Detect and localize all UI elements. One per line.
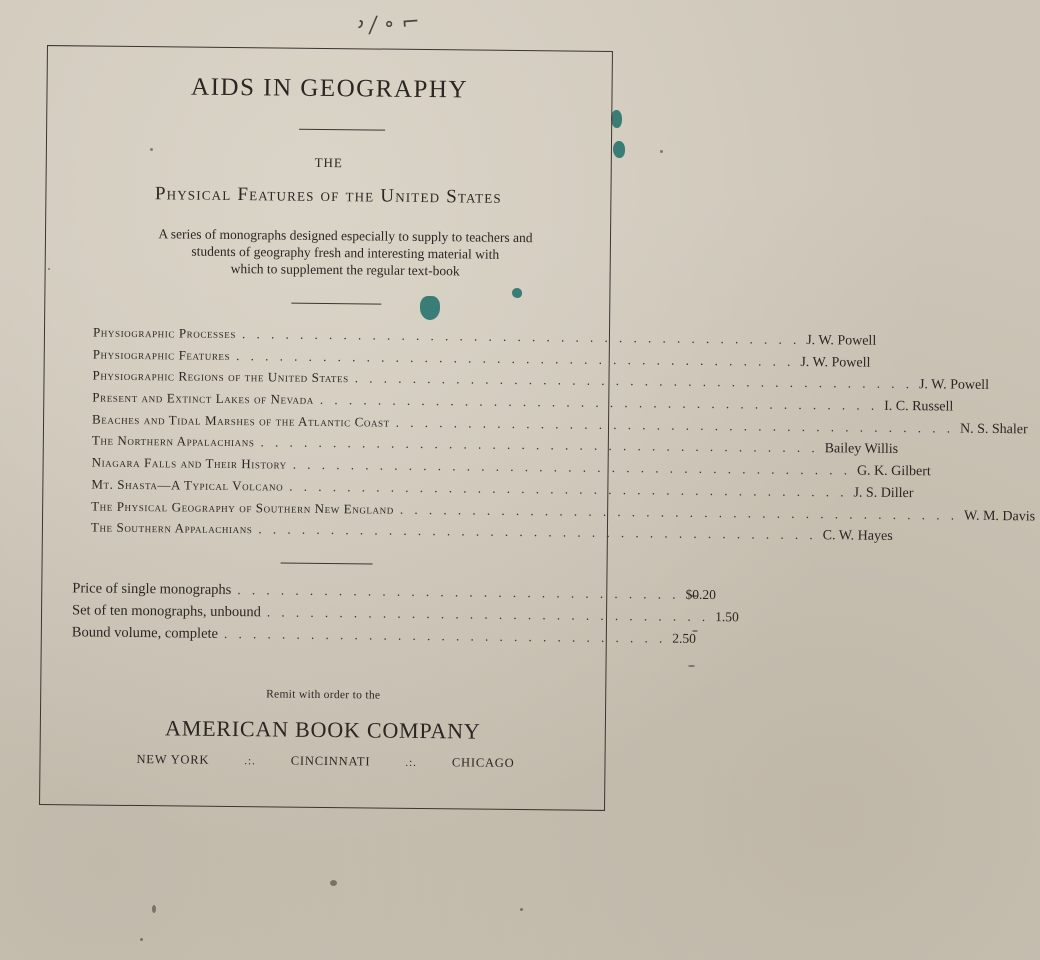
divider — [281, 563, 373, 565]
paper-speck — [688, 665, 695, 667]
monograph-title: Present and Extinct Lakes of Nevada — [92, 389, 314, 407]
price-label: Price of single monographs — [72, 580, 232, 599]
publisher-name: AMERICAN BOOK COMPANY — [164, 715, 481, 744]
leader-dots: . . . . . . . . . . . . . . . . . . . . . . . . . . . . . . . . . . . . . . . — [354, 370, 914, 392]
paper-speck — [330, 880, 337, 886]
description-line: A series of monographs designed especially to supply to teachers and — [158, 226, 533, 246]
paper-speck — [140, 938, 143, 941]
city-separator: .:. — [405, 756, 417, 769]
leader-dots: . . . . . . . . . . . . . . . . . . . . . . . . . . . . . . . . . . . . . . . — [241, 326, 801, 347]
leader-dots: . . . . . . . . . . . . . . . . . . . . . . . . . . . . . . . . . . . . . . . — [399, 501, 959, 523]
ink-stain — [611, 110, 622, 128]
monograph-title: Niagara Falls and Their History — [91, 454, 287, 472]
price-value: 2.50 — [672, 630, 696, 646]
page-title: AIDS IN GEOGRAPHY — [190, 73, 469, 104]
monograph-author: W. M. Davis — [964, 508, 1036, 524]
monograph-title: The Physical Geography of Southern New England — [91, 498, 394, 517]
divider — [299, 129, 385, 131]
monograph-author: J. W. Powell — [800, 354, 871, 371]
monograph-title: Mt. Shasta—A Typical Volcano — [91, 476, 284, 494]
leader-dots: . . . . . . . . . . . . . . . . . . . . . . . . . . . . . . . . . . . . . . . — [395, 414, 955, 436]
price-label: Bound volume, complete — [71, 624, 219, 642]
remit-note: Remit with order to the — [266, 688, 381, 702]
series-title: Physical Features of the United States — [154, 183, 503, 208]
paper-speck — [152, 905, 156, 913]
leader-dots: . . . . . . . . . . . . . . . . . . . . . . . . . . . . . . . . . . . . . . . — [260, 434, 819, 456]
subtitle-prefix: THE — [314, 154, 343, 171]
monograph-author: I. C. Russell — [884, 398, 954, 415]
publisher-cities — [136, 752, 514, 771]
monograph-author: C. W. Hayes — [822, 528, 893, 545]
monograph-author: J. W. Powell — [918, 377, 990, 394]
city: CHICAGO — [451, 755, 515, 770]
price-row — [71, 624, 696, 651]
monograph-author: J. W. Powell — [806, 333, 877, 349]
price-list — [71, 580, 739, 651]
page-border — [39, 45, 1036, 811]
monograph-title: Physiographic Features — [92, 346, 231, 363]
price-label: Set of ten monographs, unbound — [71, 602, 262, 621]
monograph-author: J. S. Diller — [853, 485, 914, 501]
city: CINCINNATI — [290, 753, 371, 769]
list-item — [90, 519, 893, 547]
leader-dots: . . . . . . . . . . . . . . . . . . . . . . . . . . . . . . . . . . . . . . . — [292, 456, 852, 478]
leader-dots: . . . . . . . . . . . . . . . . . . . . . . . . . . . . . . . . . . . . . . . — [319, 391, 879, 413]
monograph-title: The Southern Appalachians — [90, 519, 253, 537]
handwritten-mark: ᠈ ∕ ∘ ⌐ — [354, 9, 421, 40]
ink-stain — [613, 141, 625, 158]
price-value: $0.20 — [685, 586, 717, 603]
leader-dots: . . . . . . . . . . . . . . . . . . . . . . . . . . . . . . . — [223, 625, 667, 646]
leader-dots: . . . . . . . . . . . . . . . . . . . . . . . . . . . . . . . — [266, 604, 710, 625]
monograph-author: Bailey Willis — [824, 441, 899, 458]
paper-speck — [520, 908, 523, 911]
description-line: students of geography fresh and interesting material with — [191, 243, 500, 262]
monograph-title: Physiographic Processes — [92, 324, 237, 342]
monograph-author: N. S. Shaler — [959, 421, 1028, 438]
monograph-author: G. K. Gilbert — [856, 463, 931, 480]
city-separator: .:. — [244, 755, 256, 768]
monograph-title: Beaches and Tidal Marshes of the Atlantic Coast — [92, 411, 390, 430]
divider — [291, 303, 381, 305]
leader-dots: . . . . . . . . . . . . . . . . . . . . . . . . . . . . . . . . . . . . . . . — [236, 347, 795, 369]
leader-dots: . . . . . . . . . . . . . . . . . . . . . . . . . . . . . . . — [237, 582, 680, 602]
paper-speck — [660, 150, 663, 153]
leader-dots: . . . . . . . . . . . . . . . . . . . . . . . . . . . . . . . . . . . . . . . — [258, 521, 817, 543]
monograph-title: The Northern Appalachians — [91, 432, 255, 450]
description-line: which to supplement the regular text-book — [230, 260, 460, 279]
contents-list — [90, 324, 1036, 547]
city: NEW YORK — [136, 752, 210, 767]
monograph-title: Physiographic Regions of the United States — [92, 367, 349, 386]
series-description — [101, 225, 591, 281]
leader-dots: . . . . . . . . . . . . . . . . . . . . . . . . . . . . . . . . . . . . . . . — [289, 478, 848, 500]
price-value: 1.50 — [715, 609, 739, 625]
